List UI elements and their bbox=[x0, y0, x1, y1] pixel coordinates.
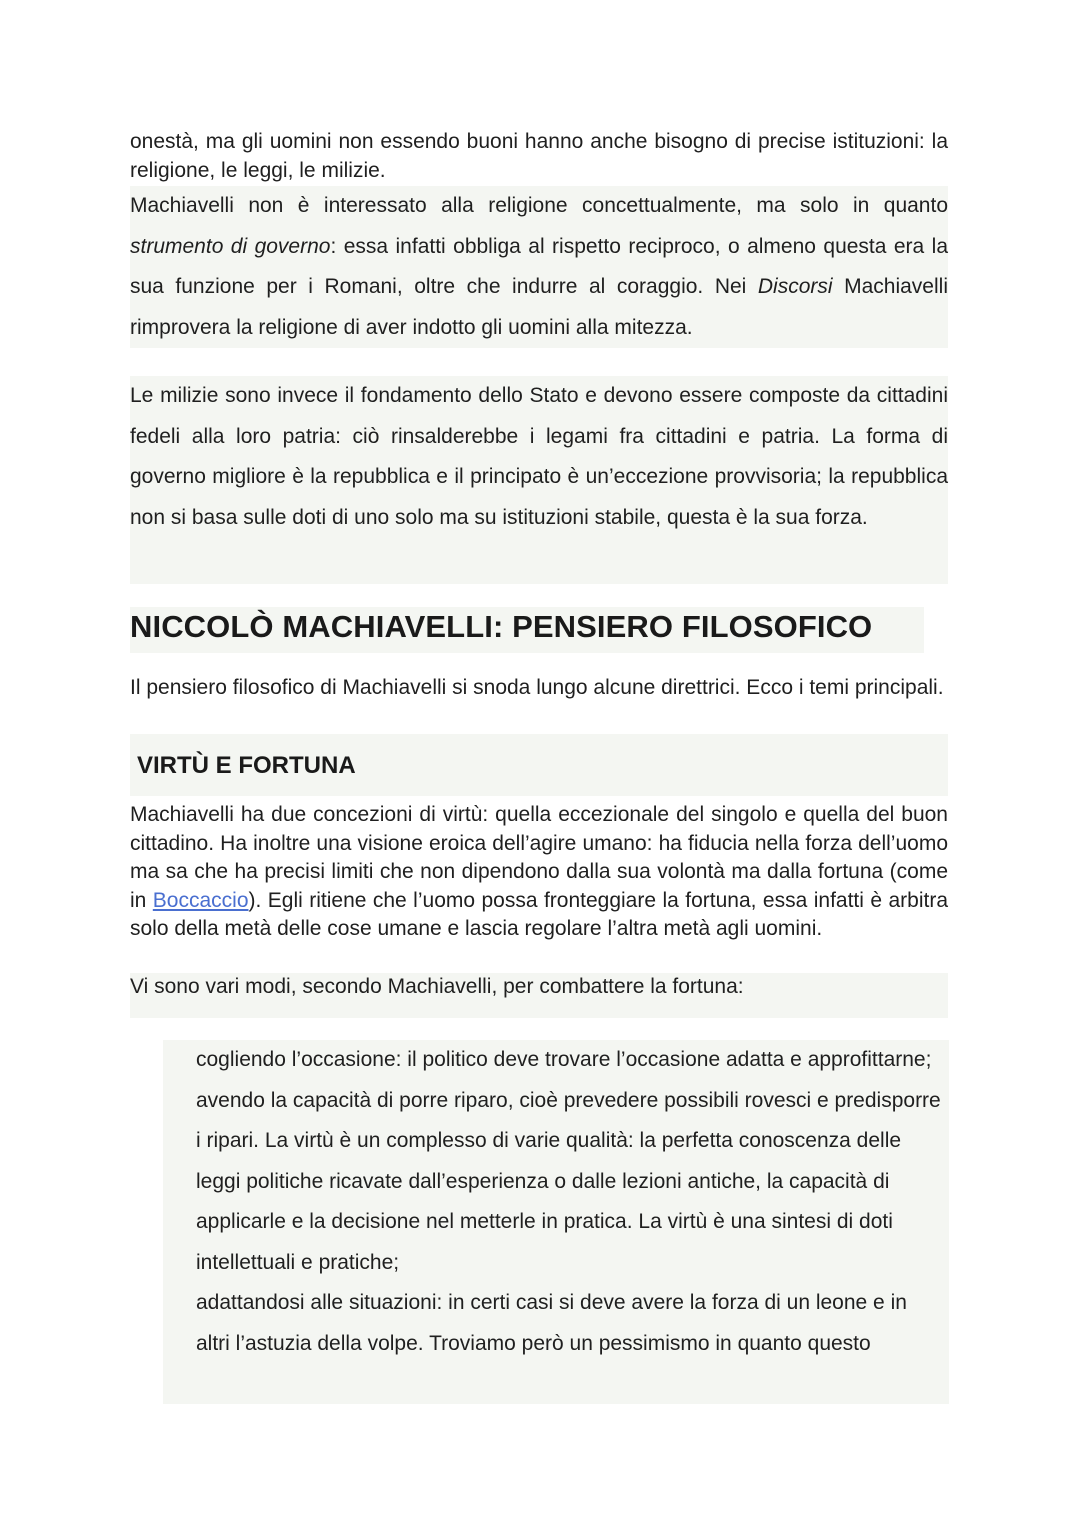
page-title: NICCOLÒ MACHIAVELLI: PENSIERO FILOSOFICO bbox=[130, 609, 873, 644]
subsection-title: VIRTÙ E FORTUNA bbox=[137, 752, 356, 779]
paragraph-ways-intro bbox=[130, 973, 948, 1018]
paragraph-text: Machiavelli ha due concezioni di virtù: quella eccezionale del singolo e quella del buon cittadino. Ha inoltre una visione eroica dell’agire umano: ha fiducia nella forza dell’uomo ma sa che ha precisi limiti che non dipendono dalla sua volontà ma dalla fortuna (come in Boccaccio). Egli ritiene che l’uomo possa fronteggiare la fortuna, essa infatti è arbitra solo della metà delle cose umane e lascia regolare l’altra metà agli uomini. bbox=[130, 803, 948, 940]
paragraph-virtue-fortune bbox=[130, 801, 948, 944]
paragraph-text: Il pensiero filosofico di Machiavelli si snoda lungo alcune direttrici. Ecco i temi principali. bbox=[130, 676, 944, 699]
section-heading bbox=[130, 607, 924, 653]
list-item: cogliendo l’occasione: il politico deve trovare l’occasione adatta e approfittarne; bbox=[196, 1048, 932, 1071]
paragraph-text: Le milizie sono invece il fondamento dello Stato e devono essere composte da cittadini fedeli alla loro patria: ciò rinsalderebbe i legami fra cittadini e patria. La forma di governo migliore è la repubblica e il principato è un’eccezione provvisoria; la repubblica non si basa sulle doti di uno solo ma su istituzioni stabile, questa è la sua forza. bbox=[130, 384, 948, 529]
boccaccio-link[interactable]: Boccaccio bbox=[152, 888, 249, 912]
paragraph-text: Vi sono vari modi, secondo Machiavelli, per combattere la fortuna: bbox=[130, 975, 744, 998]
italic-title: Discorsi bbox=[757, 275, 833, 298]
list-item: adattandosi alle situazioni: in certi casi si deve avere la forza di un leone e in altri l’astuzia della volpe. Troviamo però un pessimismo in quanto questo bbox=[196, 1291, 907, 1355]
paragraph-religion-intro bbox=[130, 128, 948, 185]
paragraph-text: onestà, ma gli uomini non essendo buoni hanno anche bisogno di precise istituzioni: la religione, le leggi, le milizie. bbox=[130, 130, 948, 182]
paragraph-militia bbox=[130, 376, 948, 584]
paragraph-intro-philosophy bbox=[130, 674, 948, 703]
italic-term: strumento di governo bbox=[130, 234, 331, 258]
subsection-heading bbox=[130, 734, 948, 796]
paragraph-text: Machiavelli non è interessato alla religione concettualmente, ma solo in quanto strumento di governo: essa infatti obbliga al rispetto reciproco, o almeno questa era la sua funzione per i Romani, oltre che indurre al coraggio. Nei Discorsi Machiavelli rimprovera la religione di aver indotto gli uomini alla mitezza. bbox=[130, 194, 948, 339]
methods-list bbox=[163, 1040, 949, 1404]
paragraph-religion bbox=[130, 186, 948, 348]
list-item: avendo la capacità di porre riparo, cioè prevedere possibili rovesci e predisporre i ripari. La virtù è un complesso di varie qualità: la perfetta conoscenza delle leggi politiche ricavate dall’esperienza o dalle lezioni antiche, la capacità di applicarle e la decisione nel metterle in pratica. La virtù è una sintesi di doti intellettuali e pratiche; bbox=[196, 1088, 941, 1274]
